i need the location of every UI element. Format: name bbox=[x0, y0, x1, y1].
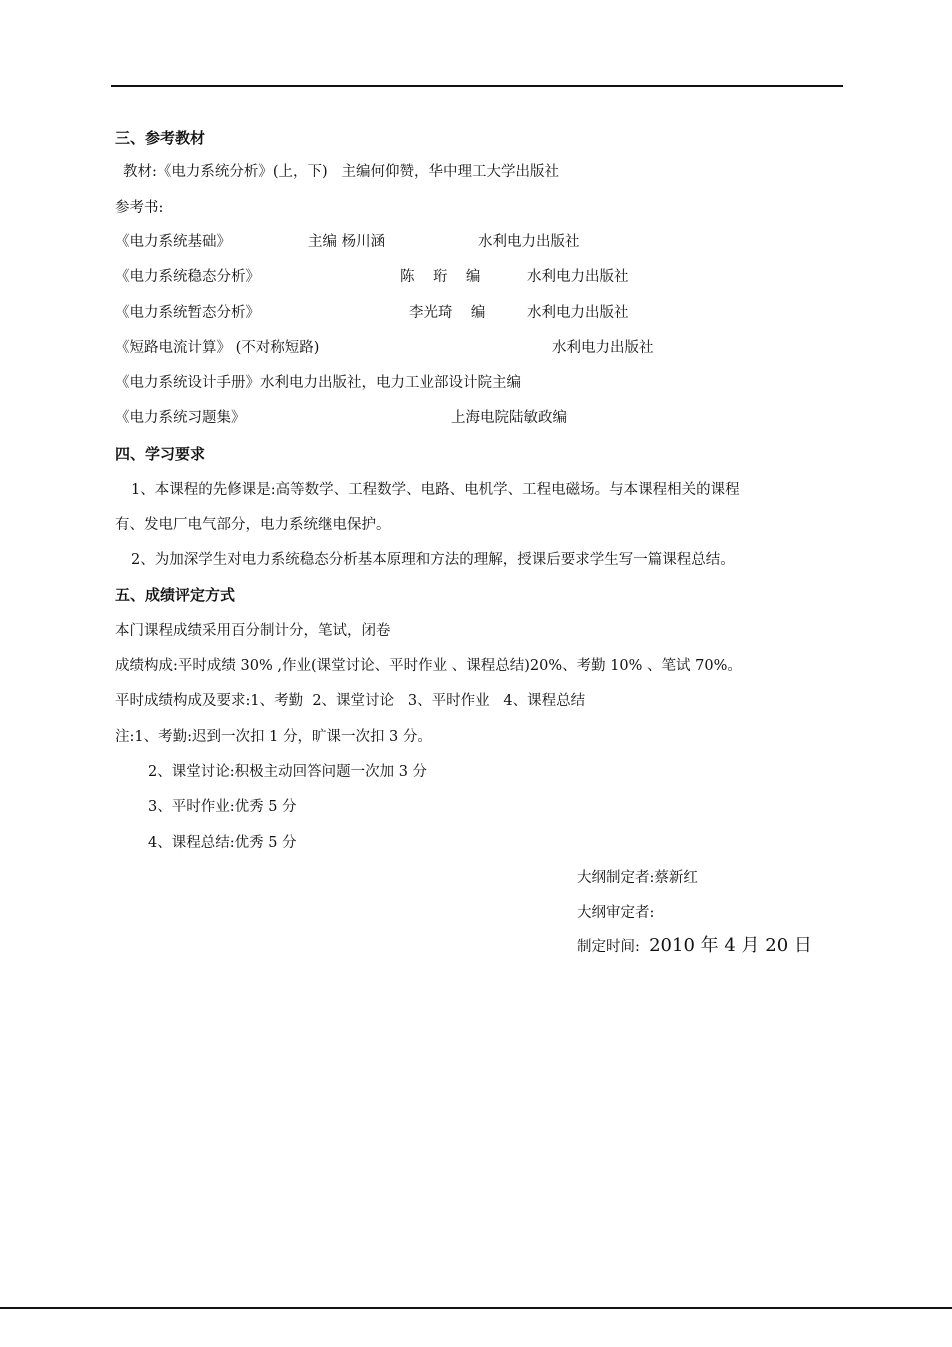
note-homework: 3、平时作业:优秀 5 分 bbox=[148, 799, 297, 815]
ref-4-title: 《短路电流计算》 (不对称短路) bbox=[115, 340, 320, 356]
ref-1-editor: 主编 杨川涵 bbox=[308, 234, 386, 250]
ref-3-editor: 李光琦 编 bbox=[409, 305, 486, 321]
section-4-heading: 四、学习要求 bbox=[115, 445, 206, 463]
ref-1-title: 《电力系统基础》 bbox=[115, 234, 231, 250]
ref-2-title: 《电力系统稳态分析》 bbox=[115, 269, 260, 285]
daily-grade-composition: 平时成绩构成及要求:1、考勤 2、课堂讨论 3、平时作业 4、课程总结 bbox=[115, 693, 586, 709]
requirement-1: 1、本课程的先修课是:高等数学、工程数学、电路、电机学、工程电磁场。与本课程相关的课程 bbox=[131, 482, 740, 498]
ref-exercise-publisher: 上海电院陆敏政编 bbox=[451, 410, 567, 426]
ref-design-manual: 《电力系统设计手册》水利电力出版社，电力工业部设计院主编 bbox=[115, 375, 521, 391]
ref-3-publisher: 水利电力出版社 bbox=[527, 305, 629, 321]
syllabus-author: 大纲制定者:蔡新红 bbox=[577, 870, 698, 886]
header-rule bbox=[111, 85, 843, 87]
requirement-1-cont: 有、发电厂电气部分，电力系统继电保护。 bbox=[115, 517, 391, 533]
section-3-heading: 三、参考教材 bbox=[115, 129, 206, 147]
textbook-line: 教材:《电力系统分析》(上，下) 主编何仰赞，华中理工大学出版社 bbox=[123, 164, 560, 180]
ref-2-publisher: 水利电力出版社 bbox=[527, 269, 629, 285]
footer-rule bbox=[0, 1307, 952, 1309]
section-5-heading: 五、成绩评定方式 bbox=[115, 586, 236, 604]
note-discussion: 2、课堂讨论:积极主动回答问题一次加 3 分 bbox=[148, 764, 428, 780]
ref-1-publisher: 水利电力出版社 bbox=[478, 234, 580, 250]
note-attendance: 注:1、考勤:迟到一次扣 1 分，旷课一次扣 3 分。 bbox=[115, 729, 432, 745]
ref-2-editor: 陈 珩 编 bbox=[400, 269, 481, 285]
ref-4-publisher: 水利电力出版社 bbox=[552, 340, 654, 356]
grading-composition: 成绩构成:平时成绩 30% ,作业(课堂讨论、平时作业 、课程总结)20%、考勤 10% 、笔试 70%。 bbox=[115, 658, 742, 674]
date-value: 2010 年 4 月 20 日 bbox=[649, 935, 812, 956]
grading-method: 本门课程成绩采用百分制计分，笔试，闭卷 bbox=[115, 623, 391, 639]
ref-3-title: 《电力系统暂态分析》 bbox=[115, 305, 260, 321]
date-line bbox=[577, 936, 812, 957]
note-summary: 4、课程总结:优秀 5 分 bbox=[148, 835, 297, 851]
requirement-2: 2、为加深学生对电力系统稳态分析基本原理和方法的理解，授课后要求学生写一篇课程总结。 bbox=[131, 552, 735, 568]
syllabus-reviewer: 大纲审定者: bbox=[577, 905, 655, 921]
reference-label: 参考书: bbox=[115, 200, 164, 216]
ref-exercise-title: 《电力系统习题集》 bbox=[115, 410, 246, 426]
date-label: 制定时间: bbox=[577, 939, 640, 955]
